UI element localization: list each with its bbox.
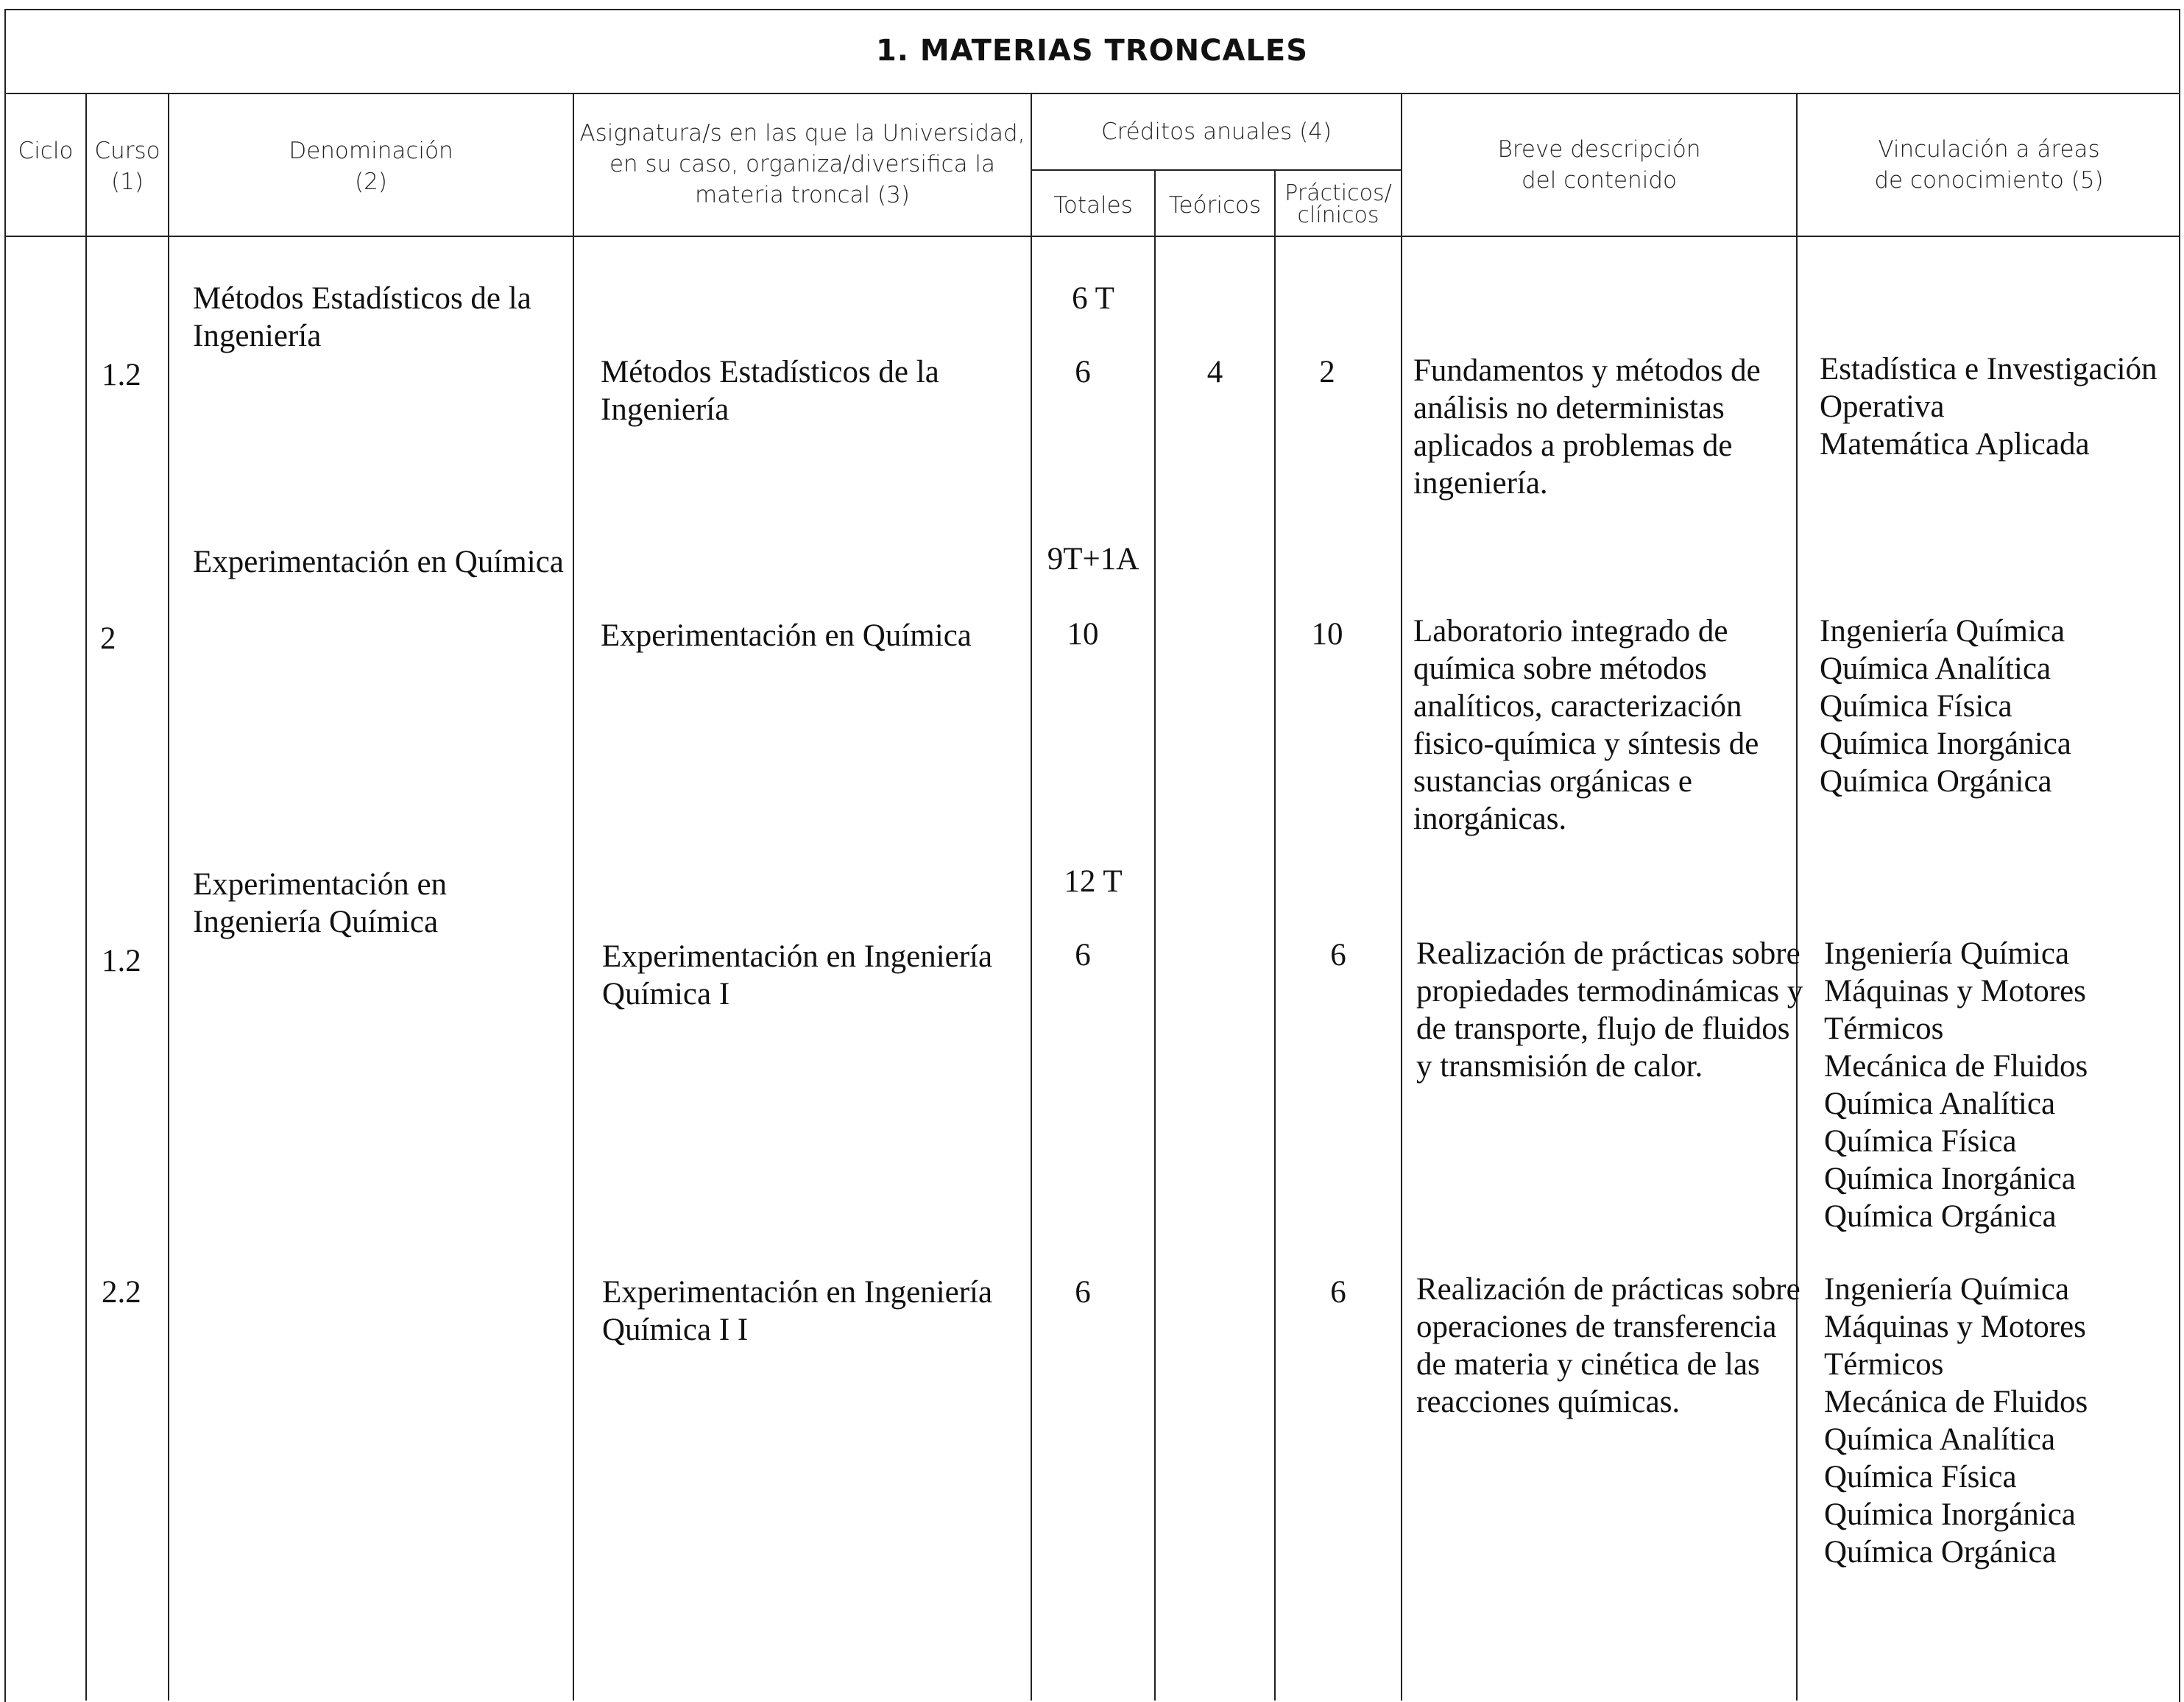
- header-curso: Curso (1): [94, 138, 160, 195]
- curso-value: 2: [100, 621, 116, 656]
- areas-conocimiento: Ingeniería Química Máquinas y Motores Térmicos Mecánica de Fluidos Química Analítica Química Física Química Inorgánica Química Orgánica: [1824, 1272, 2088, 1569]
- creditos-practicos: 2: [1319, 355, 1335, 389]
- col-divider-curso: [168, 93, 169, 1701]
- header-practicos: Prácticos/ clínicos: [1284, 180, 1392, 228]
- header-denominacion: Denominación (2): [289, 138, 453, 195]
- col-divider-practicos: [1401, 93, 1402, 1701]
- asignatura-nombre: Experimentación en Ingeniería Química I: [602, 939, 993, 1011]
- creditos-teoricos: 4: [1206, 355, 1223, 389]
- header-teoricos: Teóricos: [1168, 192, 1262, 219]
- col-divider-teoricos: [1274, 169, 1276, 1701]
- creditos-practicos: 6: [1330, 1275, 1346, 1310]
- asignatura-nombre: Métodos Estadísticos de la Ingeniería: [601, 355, 939, 427]
- creditos-practicos: 10: [1311, 617, 1343, 652]
- materia-total-creditos: 6 T: [1072, 281, 1114, 316]
- header-creditos: Créditos anuales (4): [1100, 119, 1332, 145]
- materia-total-creditos: 9T+1A: [1047, 542, 1139, 576]
- creditos-totales: 6: [1075, 1275, 1091, 1310]
- col-divider-totales: [1154, 169, 1156, 1701]
- areas-conocimiento: Ingeniería Química Química Analítica Química Física Química Inorgánica Química Orgánica: [1820, 614, 2071, 799]
- title-divider: [4, 93, 2180, 94]
- col-divider-descripcion: [1796, 93, 1798, 1701]
- descripcion-text: Realización de prácticas sobre propiedades termodinámicas y de transporte, flujo de fluidos y transmisión de calor.: [1416, 936, 1803, 1084]
- creditos-subdivider: [1031, 169, 1401, 171]
- header-asignaturas: Asignatura/s en las que la Universidad, en su caso, organiza/diversifica la materia troncal (3): [579, 120, 1025, 208]
- col-divider-ciclo: [85, 93, 87, 1701]
- materia-total-creditos: 12 T: [1064, 864, 1123, 899]
- materia-denominacion: Métodos Estadísticos de la Ingeniería: [193, 281, 531, 353]
- asignatura-nombre: Experimentación en Química: [601, 618, 972, 653]
- creditos-practicos: 6: [1330, 938, 1346, 972]
- creditos-totales: 6: [1075, 938, 1091, 972]
- descripcion-text: Realización de prácticas sobre operaciones de transferencia de materia y cinética de las reacciones químicas.: [1416, 1272, 1800, 1419]
- header-vinculacion: Vinculación a áreas de conocimiento (5): [1874, 136, 2104, 194]
- header-totales: Totales: [1053, 192, 1133, 219]
- header-ciclo: Ciclo: [18, 138, 74, 164]
- areas-conocimiento: Estadística e Investigación Operativa Matemática Aplicada: [1820, 352, 2158, 462]
- materia-denominacion: Experimentación en Ingeniería Química: [193, 867, 448, 939]
- curso-value: 2.2: [102, 1275, 141, 1310]
- asignatura-nombre: Experimentación en Ingeniería Química I I: [602, 1275, 993, 1347]
- areas-conocimiento: Ingeniería Química Máquinas y Motores Térmicos Mecánica de Fluidos Química Analítica Química Física Química Inorgánica Química Orgánica: [1824, 936, 2088, 1234]
- section-title: 1. MATERIAS TRONCALES: [875, 34, 1309, 68]
- curso-value: 1.2: [102, 358, 141, 392]
- header-divider: [4, 236, 2180, 237]
- descripcion-text: Fundamentos y métodos de análisis no deterministas aplicados a problemas de ingeniería.: [1413, 353, 1761, 501]
- materia-denominacion: Experimentación en Química: [193, 545, 564, 579]
- col-divider-denominacion: [573, 93, 574, 1701]
- curso-value: 1.2: [102, 944, 141, 978]
- creditos-totales: 6: [1075, 355, 1091, 389]
- header-descripcion: Breve descripción del contenido: [1497, 136, 1701, 194]
- descripcion-text: Laboratorio integrado de química sobre métodos analíticos, caracterización fisico-química y síntesis de sustancias orgánicas e inorgánicas.: [1413, 614, 1759, 836]
- creditos-totales: 10: [1067, 617, 1099, 652]
